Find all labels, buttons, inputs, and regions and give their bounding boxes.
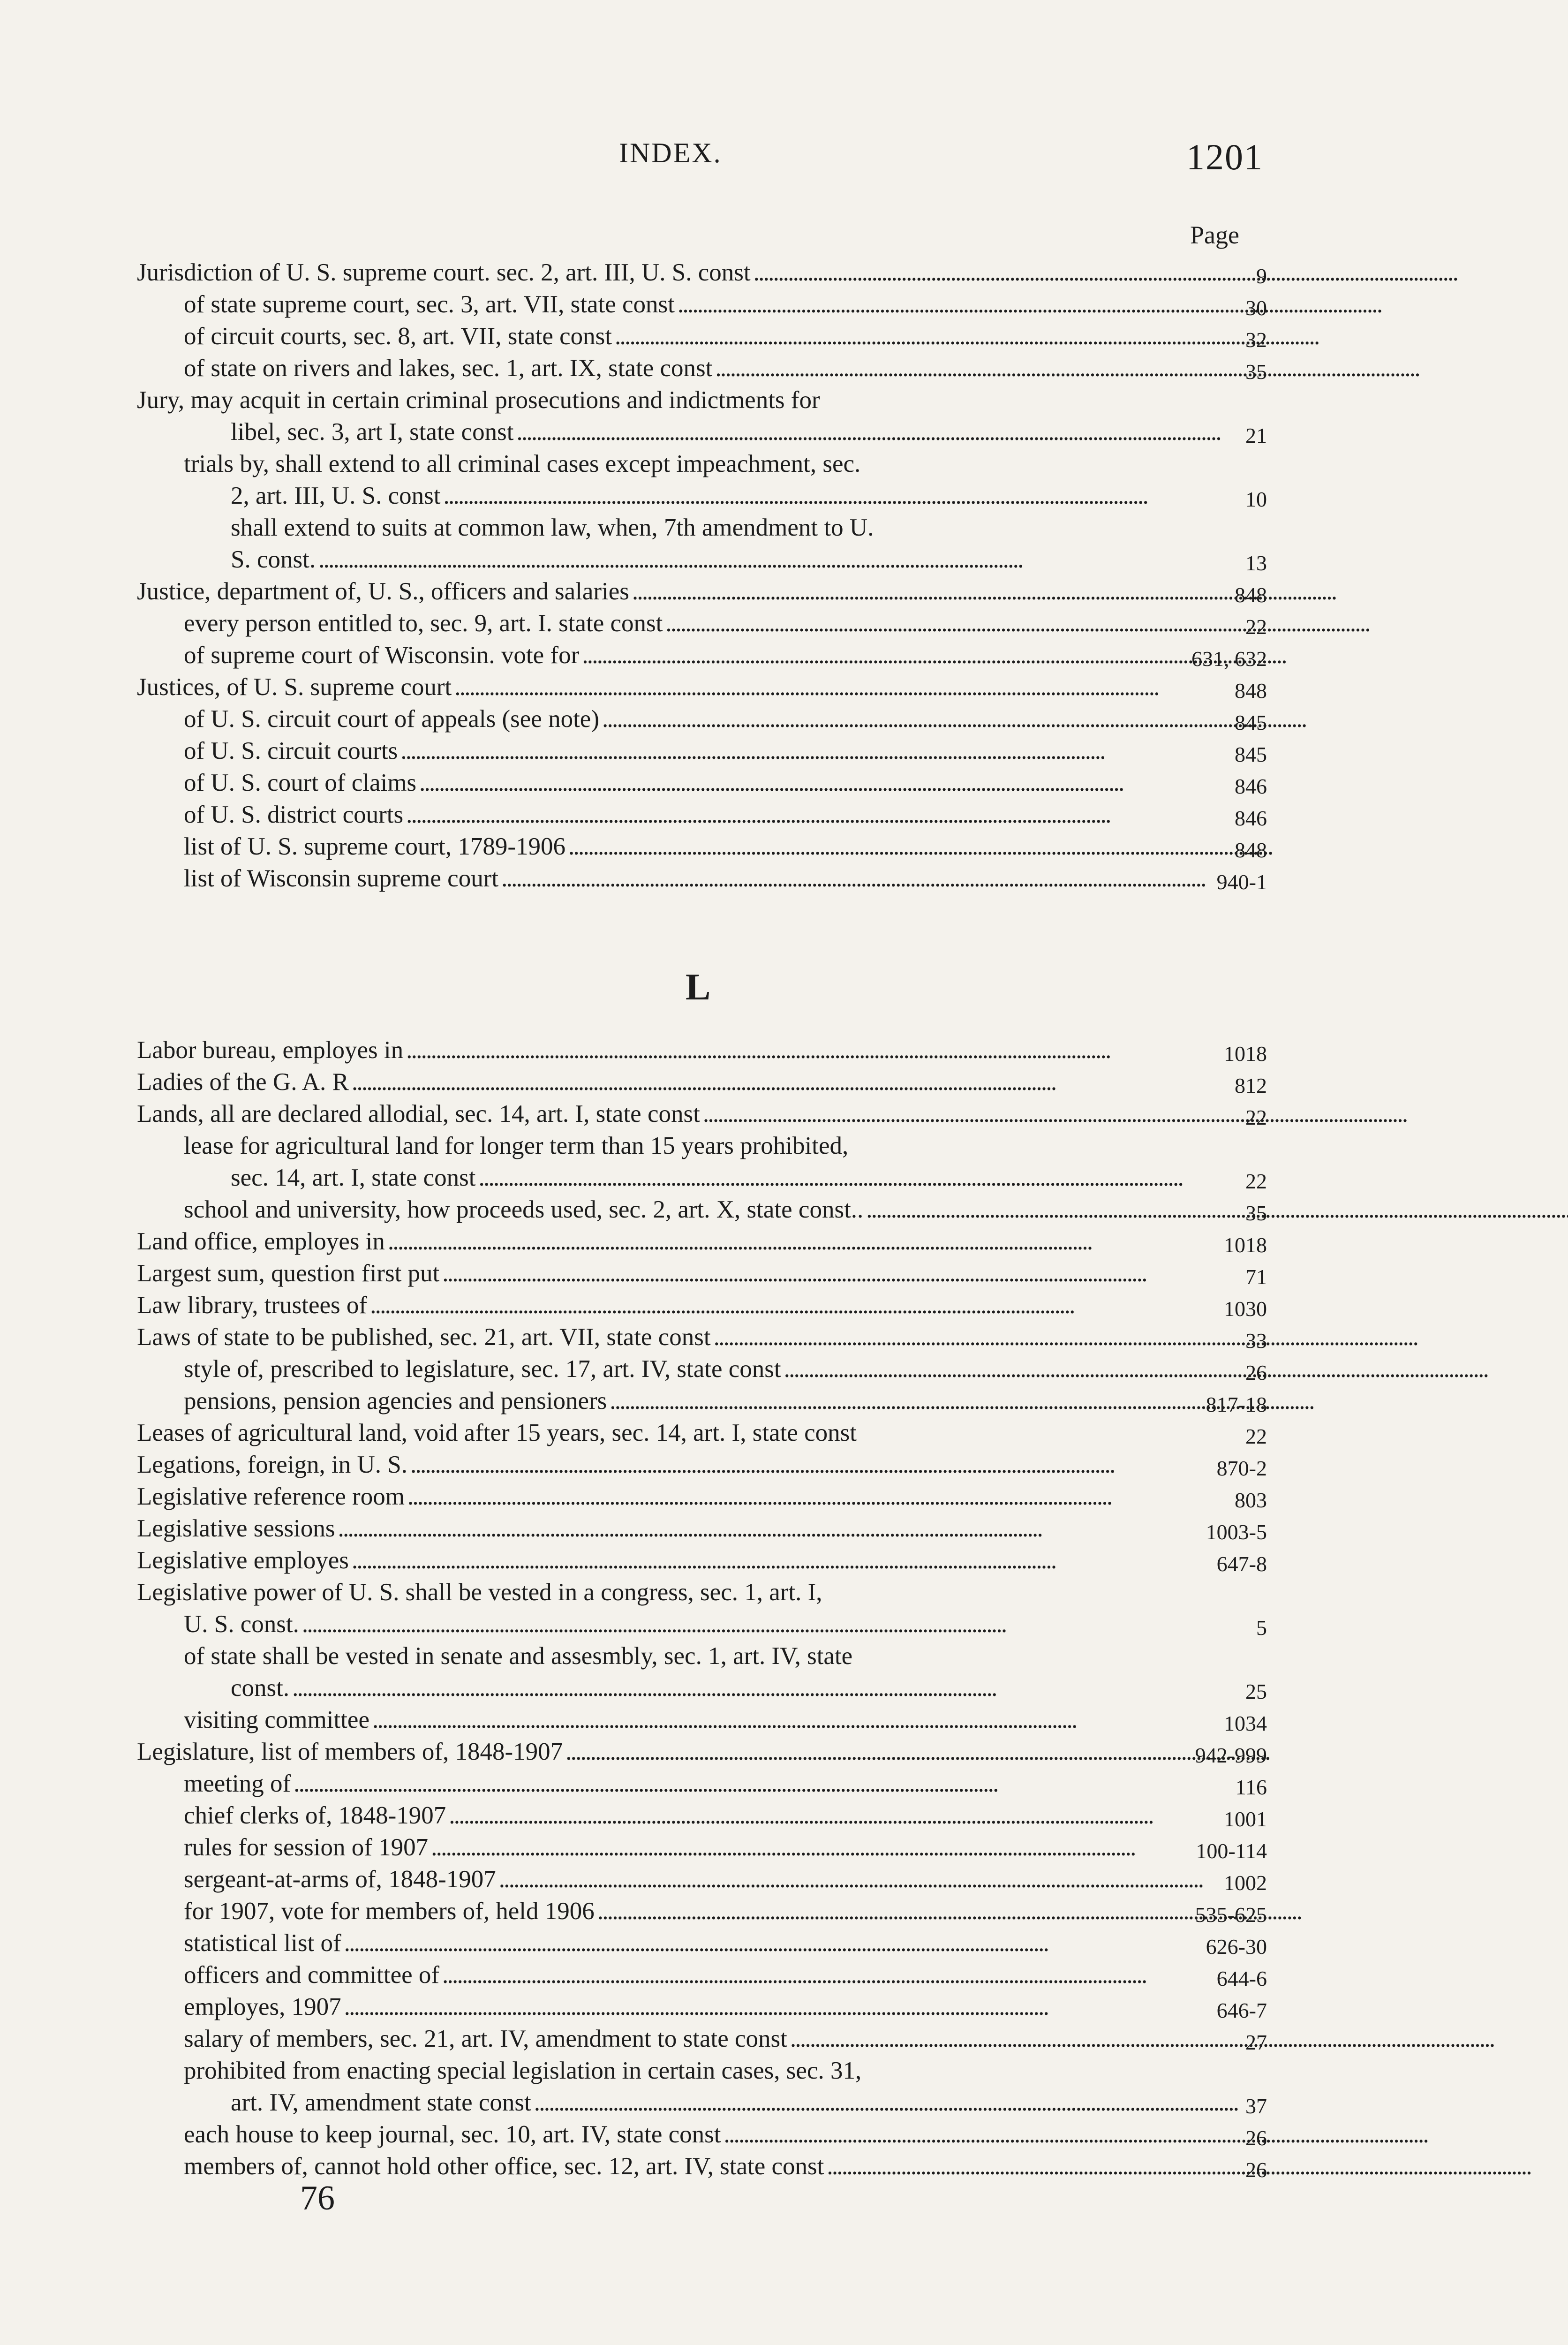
- index-entry: [137, 540, 1267, 575]
- index-entry-page: 26: [1245, 2158, 1267, 2182]
- index-entry-page: 22: [1245, 1424, 1267, 1448]
- index-entry-page: 22: [1245, 1169, 1267, 1193]
- index-entry-text: Legations, foreign, in U. S.: [137, 1451, 408, 1478]
- index-entry-text: Ladies of the G. A. R: [137, 1068, 349, 1096]
- index-entry: [137, 317, 1267, 352]
- index-entry-page: 812: [1235, 1074, 1267, 1097]
- dot-leader: [344, 1995, 1256, 2020]
- index-entry-page: 21: [1245, 424, 1267, 447]
- index-entry: [137, 1063, 1267, 1097]
- index-entry-page: 37: [1245, 2094, 1267, 2118]
- index-entry: [137, 1669, 1267, 1703]
- index-entry: [137, 1732, 1267, 1767]
- dot-leader: [302, 1612, 1256, 1637]
- index-entry-page: 1001: [1224, 1807, 1267, 1831]
- index-entry-text: for 1907, vote for members of, held 1906: [184, 1898, 595, 1925]
- dot-leader: [703, 1102, 1404, 1127]
- index-entry-page: 71: [1245, 1265, 1267, 1289]
- index-entry-page: 26: [1245, 2126, 1267, 2150]
- index-entry: [137, 732, 1267, 766]
- dot-leader: [454, 675, 1256, 700]
- dot-leader: [714, 1325, 1415, 1353]
- index-entry: [137, 1382, 1267, 1416]
- index-entry: [137, 764, 1267, 798]
- dot-leader: [678, 292, 1379, 320]
- index-entry-page: 116: [1235, 1775, 1267, 1799]
- dot-leader: [724, 2122, 1425, 2150]
- index-entry: [137, 477, 1267, 511]
- index-entry-text: salary of members, sec. 21, art. IV, amendment to state const: [184, 2025, 787, 2052]
- index-entry-page: 846: [1235, 774, 1267, 798]
- letter-heading: L: [686, 967, 711, 1008]
- index-entry-text: of U. S. court of claims: [184, 769, 417, 796]
- index-entry: [137, 1541, 1267, 1576]
- index-entry-text: Legislature, list of members of, 1848-1907: [137, 1738, 563, 1765]
- index-entry-text: each house to keep journal, sec. 10, art. IV, state const: [184, 2121, 721, 2148]
- dot-leader: [400, 739, 1256, 764]
- index-entry: [137, 1318, 1267, 1353]
- index-entry: [137, 2147, 1267, 2182]
- index-entry-page: 845: [1235, 711, 1267, 734]
- dot-leader: [431, 1835, 1256, 1860]
- index-entry: [137, 1860, 1267, 1895]
- index-entry: [137, 413, 1267, 447]
- dot-leader: [499, 1867, 1256, 1892]
- index-entry-text: Legislative sessions: [137, 1515, 335, 1542]
- index-entry-page: 1002: [1224, 1871, 1267, 1895]
- signature-number: 76: [300, 2179, 335, 2217]
- dot-leader: [602, 707, 1304, 732]
- dot-leader: [410, 1452, 1256, 1477]
- index-entry-page: 631, 632: [1191, 647, 1267, 671]
- index-entry-text: statistical list of: [184, 1929, 341, 1957]
- index-entry-text: prohibited from enacting special legislation in certain cases, sec. 31,: [184, 2057, 862, 2084]
- index-entry-page: 22: [1245, 1105, 1267, 1129]
- index-entry-page: 647-8: [1216, 1552, 1267, 1576]
- index-entry: [137, 1796, 1267, 1831]
- index-entry-text: list of Wisconsin supreme court: [184, 865, 499, 892]
- index-entry-page: 535-625: [1195, 1903, 1267, 1927]
- index-entry: [137, 1605, 1267, 1640]
- index-entry: [137, 636, 1267, 671]
- index-entry-page: 644-6: [1216, 1967, 1267, 1990]
- index-entry: [137, 827, 1267, 862]
- dot-leader: [784, 1357, 1485, 1382]
- index-entry-text: Justices, of U. S. supreme court: [137, 673, 452, 701]
- index-entry-text: S. const.: [231, 546, 316, 573]
- index-entry-page: 817-18: [1206, 1392, 1267, 1416]
- index-entry-page: 803: [1235, 1488, 1267, 1512]
- index-entry-text: Jury, may acquit in certain criminal prosecutions and indictments for: [137, 386, 820, 414]
- index-entry-text: Legislative employes: [137, 1547, 349, 1574]
- index-entry: [137, 795, 1267, 830]
- dot-leader: [338, 1516, 1256, 1541]
- dot-leader: [352, 1548, 1256, 1573]
- index-entry-text: Largest sum, question first put: [137, 1260, 440, 1287]
- index-entry-text: list of U. S. supreme court, 1789-1906: [184, 833, 566, 860]
- index-entry-page: 26: [1245, 1361, 1267, 1384]
- index-entry-text: Legislative power of U. S. shall be vested in a congress, sec. 1, art. I,: [137, 1579, 822, 1606]
- index-entry-text: visiting committee: [184, 1706, 369, 1733]
- dot-leader: [715, 356, 1417, 384]
- index-entry-page: 848: [1235, 583, 1267, 607]
- index-entry-page: 1003-5: [1206, 1520, 1267, 1544]
- index-entry-text: U. S. const.: [184, 1611, 299, 1638]
- index-entry: [137, 285, 1267, 320]
- index-entry-page: 30: [1245, 296, 1267, 320]
- dot-leader: [478, 1165, 1256, 1190]
- index-entry: [137, 1127, 1262, 1158]
- dot-leader: [344, 1931, 1256, 1956]
- index-entry: [137, 1414, 1267, 1448]
- index-entry-text: 2, art. III, U. S. const: [231, 482, 441, 509]
- index-entry: [137, 1892, 1267, 1927]
- dot-leader: [565, 1740, 1267, 1767]
- dot-leader: [827, 2154, 1528, 2182]
- index-entry-page: 846: [1235, 806, 1267, 830]
- index-entry-text: of U. S. circuit court of appeals (see note): [184, 705, 599, 733]
- dot-leader: [370, 1293, 1256, 1318]
- dot-leader: [406, 802, 1256, 827]
- index-entry: [137, 381, 1262, 413]
- index-entry-text: officers and committee of: [184, 1961, 440, 1989]
- index-entry: [137, 1286, 1267, 1321]
- index-entry: [137, 1701, 1267, 1735]
- dot-leader: [352, 1070, 1256, 1095]
- index-entry-text: const.: [231, 1674, 290, 1702]
- dot-leader: [534, 2090, 1256, 2115]
- index-entry-page: 25: [1245, 1679, 1267, 1703]
- index-entry: [137, 1988, 1267, 2022]
- index-entry-page: 9: [1256, 264, 1267, 288]
- index-entry-text: Lands, all are declared allodial, sec. 14, art. I, state const: [137, 1100, 700, 1127]
- index-entry-page: 646-7: [1216, 1998, 1267, 2022]
- index-section-j: [137, 253, 1267, 894]
- index-entry-page: 1034: [1224, 1711, 1267, 1735]
- index-entry-text: of state supreme court, sec. 3, art. VII, state const: [184, 291, 675, 318]
- index-entry-page: 940-1: [1216, 870, 1267, 894]
- index-entry: [137, 1222, 1267, 1257]
- index-entry: [137, 508, 1262, 540]
- index-entry: [137, 1445, 1267, 1480]
- index-entry: [137, 2051, 1262, 2083]
- index-entry-text: Legislative reference room: [137, 1483, 405, 1510]
- index-entry-text: trials by, shall extend to all criminal cases except impeachment, sec.: [184, 450, 861, 477]
- index-entry-text: members of, cannot hold other office, sec. 12, art. IV, state const: [184, 2153, 824, 2180]
- index-entry-page: 1018: [1224, 1233, 1267, 1257]
- index-entry-text: style of, prescribed to legislature, sec. 17, art. IV, state const: [184, 1355, 781, 1383]
- index-entry-page: 626-30: [1206, 1935, 1267, 1959]
- index-entry-text: meeting of: [184, 1770, 291, 1797]
- dot-leader: [406, 1038, 1256, 1063]
- index-entry-text: Jurisdiction of U. S. supreme court. sec. 2, art. III, U. S. const: [137, 259, 751, 286]
- dot-leader: [866, 1197, 1568, 1225]
- index-entry-text: rules for session of 1907: [184, 1834, 429, 1861]
- running-title: INDEX.: [619, 137, 722, 168]
- index-entry-text: school and university, how proceeds used, sec. 2, art. X, state const..: [184, 1196, 864, 1223]
- dot-leader: [318, 547, 1256, 572]
- index-entry-text: of U. S. circuit courts: [184, 737, 398, 764]
- index-entry: [137, 604, 1267, 639]
- dot-leader: [582, 643, 1283, 671]
- index-entry-text: Labor bureau, employes in: [137, 1036, 404, 1064]
- dot-leader: [516, 420, 1256, 445]
- index-section-l: [137, 1031, 1267, 2182]
- index-entry-text: of state shall be vested in senate and assesmbly, sec. 1, art. IV, state: [184, 1642, 853, 1670]
- index-entry-text: pensions, pension agencies and pensioners: [184, 1387, 607, 1415]
- dot-leader: [632, 579, 1334, 607]
- dot-leader: [407, 1484, 1256, 1509]
- index-entry-text: sergeant-at-arms of, 1848-1907: [184, 1866, 496, 1893]
- index-entry-page: 870-2: [1216, 1456, 1267, 1480]
- dot-leader: [443, 484, 1256, 508]
- index-entry-page: 1018: [1224, 1042, 1267, 1066]
- index-entry: [137, 253, 1267, 288]
- index-entry-page: 13: [1245, 551, 1267, 575]
- index-entry-text: employes, 1907: [184, 1993, 341, 2020]
- dot-leader: [597, 1899, 1299, 1927]
- index-entry-page: 10: [1245, 487, 1267, 511]
- dot-leader: [292, 1676, 1256, 1701]
- index-entry-page: 35: [1245, 360, 1267, 384]
- index-entry: [137, 1095, 1267, 1129]
- index-entry-text: of circuit courts, sec. 8, art. VII, state const: [184, 323, 612, 350]
- index-entry: [137, 2020, 1267, 2054]
- index-entry-text: lease for agricultural land for longer term than 15 years prohibited,: [184, 1132, 849, 1159]
- index-entry: [137, 2083, 1267, 2118]
- index-entry-text: Justice, department of, U. S., officers and salaries: [137, 578, 629, 605]
- index-entry-page: 100-114: [1196, 1839, 1267, 1863]
- index-entry-text: Law library, trustees of: [137, 1292, 368, 1319]
- dot-leader: [754, 260, 1455, 288]
- index-entry-text: of U. S. district courts: [184, 801, 404, 828]
- index-entry-text: sec. 14, art. I, state const: [231, 1164, 476, 1191]
- dot-leader: [501, 866, 1256, 891]
- index-entry: [137, 1509, 1267, 1544]
- dot-leader: [442, 1261, 1256, 1286]
- index-entry-page: 848: [1235, 838, 1267, 862]
- dot-leader: [294, 1771, 1256, 1796]
- index-entry-text: Laws of state to be published, sec. 21, art. VII, state const: [137, 1324, 711, 1351]
- index-entry: [137, 1828, 1267, 1863]
- index-entry-text: Land office, employes in: [137, 1228, 385, 1255]
- index-entry-page: 22: [1245, 615, 1267, 639]
- index-entry-page: 32: [1245, 328, 1267, 352]
- index-entry: [137, 1254, 1267, 1289]
- dot-leader: [449, 1803, 1256, 1828]
- dot-leader: [372, 1708, 1256, 1732]
- index-entry: [137, 1573, 1262, 1605]
- index-entry-text: libel, sec. 3, art I, state const: [231, 418, 514, 446]
- dot-leader: [388, 1229, 1256, 1254]
- index-entry: [137, 1350, 1267, 1384]
- dot-leader: [419, 771, 1256, 795]
- index-entry-text: art. IV, amendment state const: [231, 2089, 531, 2116]
- index-entry-page: 845: [1235, 742, 1267, 766]
- index-entry: [137, 1956, 1267, 1990]
- index-entry: [137, 1924, 1267, 1959]
- index-entry: [137, 1190, 1267, 1225]
- dot-leader: [615, 324, 1316, 352]
- dot-leader: [442, 1963, 1256, 1988]
- index-entry-text: of state on rivers and lakes, sec. 1, art. IX, state const: [184, 355, 713, 382]
- index-entry-page: 33: [1245, 1329, 1267, 1353]
- index-entry: [137, 1031, 1267, 1066]
- index-entry: [137, 1637, 1262, 1669]
- index-entry: [137, 700, 1267, 734]
- index-entry-text: Leases of agricultural land, void after 15 years, sec. 14, art. I, state const: [137, 1419, 857, 1446]
- index-entry: [137, 2115, 1267, 2150]
- index-entry-page: 942-999: [1195, 1743, 1267, 1767]
- index-entry-page: 1030: [1224, 1297, 1267, 1321]
- index-entry: [137, 445, 1262, 477]
- index-entry: [137, 1477, 1267, 1512]
- index-entry: [137, 1764, 1267, 1799]
- index-entry-page: 848: [1235, 679, 1267, 703]
- index-entry-page: 5: [1256, 1616, 1267, 1640]
- index-entry-page: 27: [1245, 2030, 1267, 2054]
- index-entry: [137, 859, 1267, 894]
- index-entry-page: 35: [1245, 1201, 1267, 1225]
- index-entry: [137, 572, 1267, 607]
- dot-leader: [568, 834, 1270, 862]
- index-entry: [137, 668, 1267, 703]
- index-entry-text: chief clerks of, 1848-1907: [184, 1802, 446, 1829]
- index-entry-text: every person entitled to, sec. 9, art. I. state const: [184, 610, 663, 637]
- dot-leader: [790, 2027, 1492, 2054]
- index-entry: [137, 349, 1267, 384]
- index-entry-text: shall extend to suits at common law, when, 7th amendment to U.: [231, 514, 874, 541]
- index-entry: [137, 1158, 1267, 1193]
- page-number: 1201: [1186, 136, 1263, 177]
- page-column-heading: Page: [1190, 221, 1239, 249]
- index-entry-text: of supreme court of Wisconsin. vote for: [184, 642, 580, 669]
